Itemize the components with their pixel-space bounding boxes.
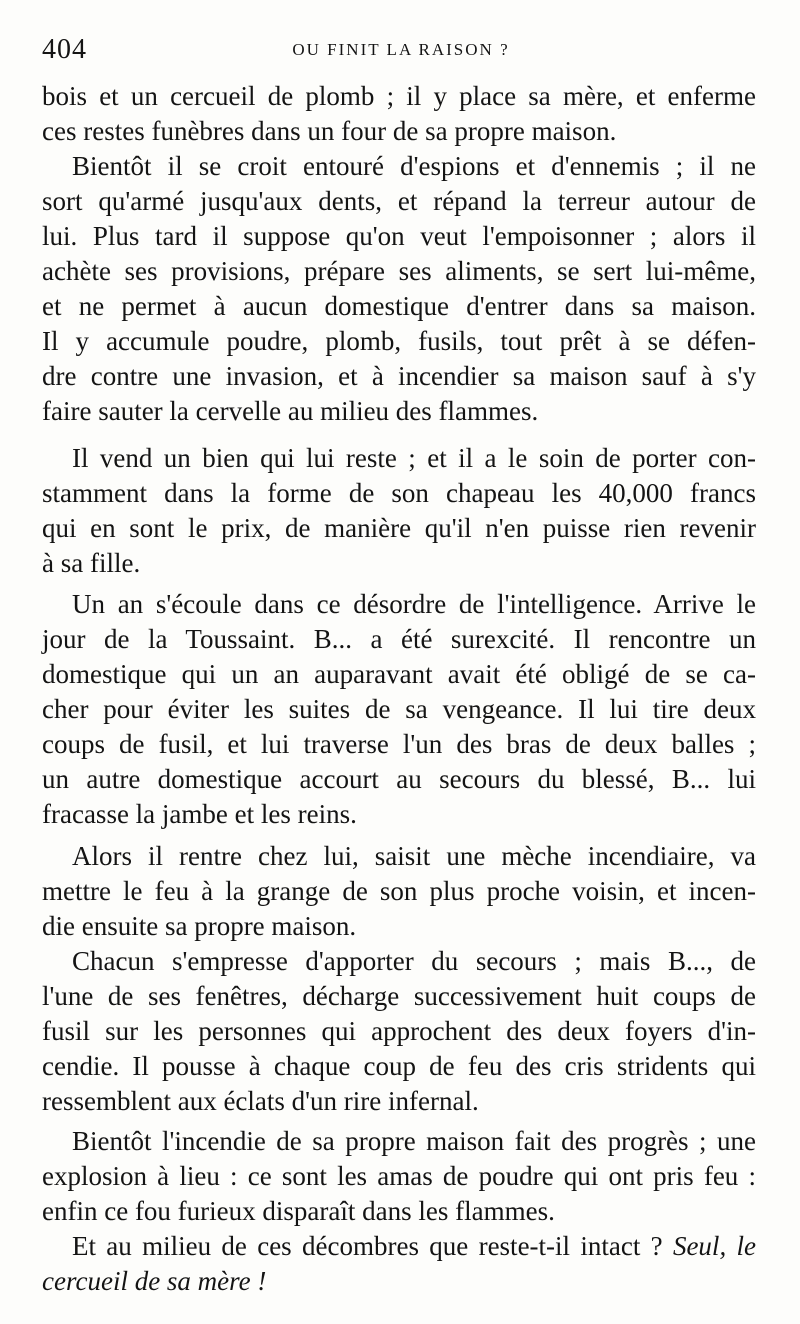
text-line: Alors il rentre chez lui, saisit une mèche incendiaire, va <box>72 841 756 871</box>
text-line: enfin ce fou furieux disparaît dans les flammes. <box>42 1196 555 1226</box>
text-line: stamment dans la forme de son chapeau les 40,000 francs <box>42 478 756 508</box>
text-line: faire sauter la cervelle au milieu des flammes. <box>42 396 539 426</box>
text-line: jour de la Toussaint. B... a été surexcité. Il rencontre un <box>42 624 756 654</box>
text-line-italic <box>42 1263 756 1299</box>
text-line: coups de fusil, et lui traverse l'un des bras de deux balles ; <box>42 729 756 759</box>
text-line: un autre domestique accourt au secours du blessé, B... lui <box>42 764 756 794</box>
italic-run: cercueil de sa mère ! <box>42 1266 267 1296</box>
text-line: l'une de ses fenêtres, décharge successivement huit coups de <box>42 981 756 1011</box>
text-line: Il vend un bien qui lui reste ; et il a le soin de porter con- <box>72 443 756 473</box>
page-header <box>42 34 760 66</box>
text-line: Un an s'écoule dans ce désordre de l'intelligence. Arrive le <box>72 589 756 619</box>
text-line-with-italic <box>72 1228 756 1264</box>
text-line: sort qu'armé jusqu'aux dents, et répand la terreur autour de <box>42 186 756 216</box>
text-line: à sa fille. <box>42 548 141 578</box>
text-line: achète ses provisions, prépare ses aliments, se sert lui-même, <box>42 256 756 286</box>
text-line: et ne permet à aucun domestique d'entrer dans sa maison. <box>42 291 756 321</box>
text-line: Bientôt l'incendie de sa propre maison fait des progrès ; une <box>72 1126 756 1156</box>
text-line: die ensuite sa propre maison. <box>42 911 357 941</box>
text-line: Il y accumule poudre, plomb, fusils, tout prêt à se défen- <box>42 326 756 356</box>
text-line: fracasse la jambe et les reins. <box>42 799 357 829</box>
text-line: Bientôt il se croit entouré d'espions et d'ennemis ; il ne <box>72 151 756 181</box>
italic-run: Seul, le <box>672 1231 756 1261</box>
text-line: dre contre une invasion, et à incendier sa maison sauf à s'y <box>42 361 756 391</box>
text-line: qui en sont le prix, de manière qu'il n'en puisse rien revenir <box>42 513 756 543</box>
text-line: Chacun s'empresse d'apporter du secours ; mais B..., de <box>72 946 756 976</box>
text-line: fusil sur les personnes qui approchent des deux foyers d'in- <box>42 1016 756 1046</box>
text-line: ces restes funèbres dans un four de sa propre maison. <box>42 116 617 146</box>
text-line: mettre le feu à la grange de son plus proche voisin, et incen- <box>42 876 756 906</box>
page-number: 404 <box>42 34 87 65</box>
text-line: lui. Plus tard il suppose qu'on veut l'empoisonner ; alors il <box>42 221 756 251</box>
text-line: domestique qui un an auparavant avait été obligé de se ca- <box>42 659 756 689</box>
text-line: ressemblent aux éclats d'un rire infernal. <box>42 1086 479 1116</box>
text-line: cher pour éviter les suites de sa vengeance. Il lui tire deux <box>42 694 756 724</box>
running-title: OU FINIT LA RAISON ? <box>292 40 510 59</box>
text-line: cendie. Il pousse à chaque coup de feu des cris stridents qui <box>42 1051 756 1081</box>
text-line: explosion à lieu : ce sont les amas de poudre qui ont pris feu : <box>42 1161 756 1191</box>
text-line: bois et un cercueil de plomb ; il y place sa mère, et enferme <box>42 81 756 111</box>
text-run: Et au milieu de ces décombres que reste-t-il intact ? <box>72 1231 663 1261</box>
